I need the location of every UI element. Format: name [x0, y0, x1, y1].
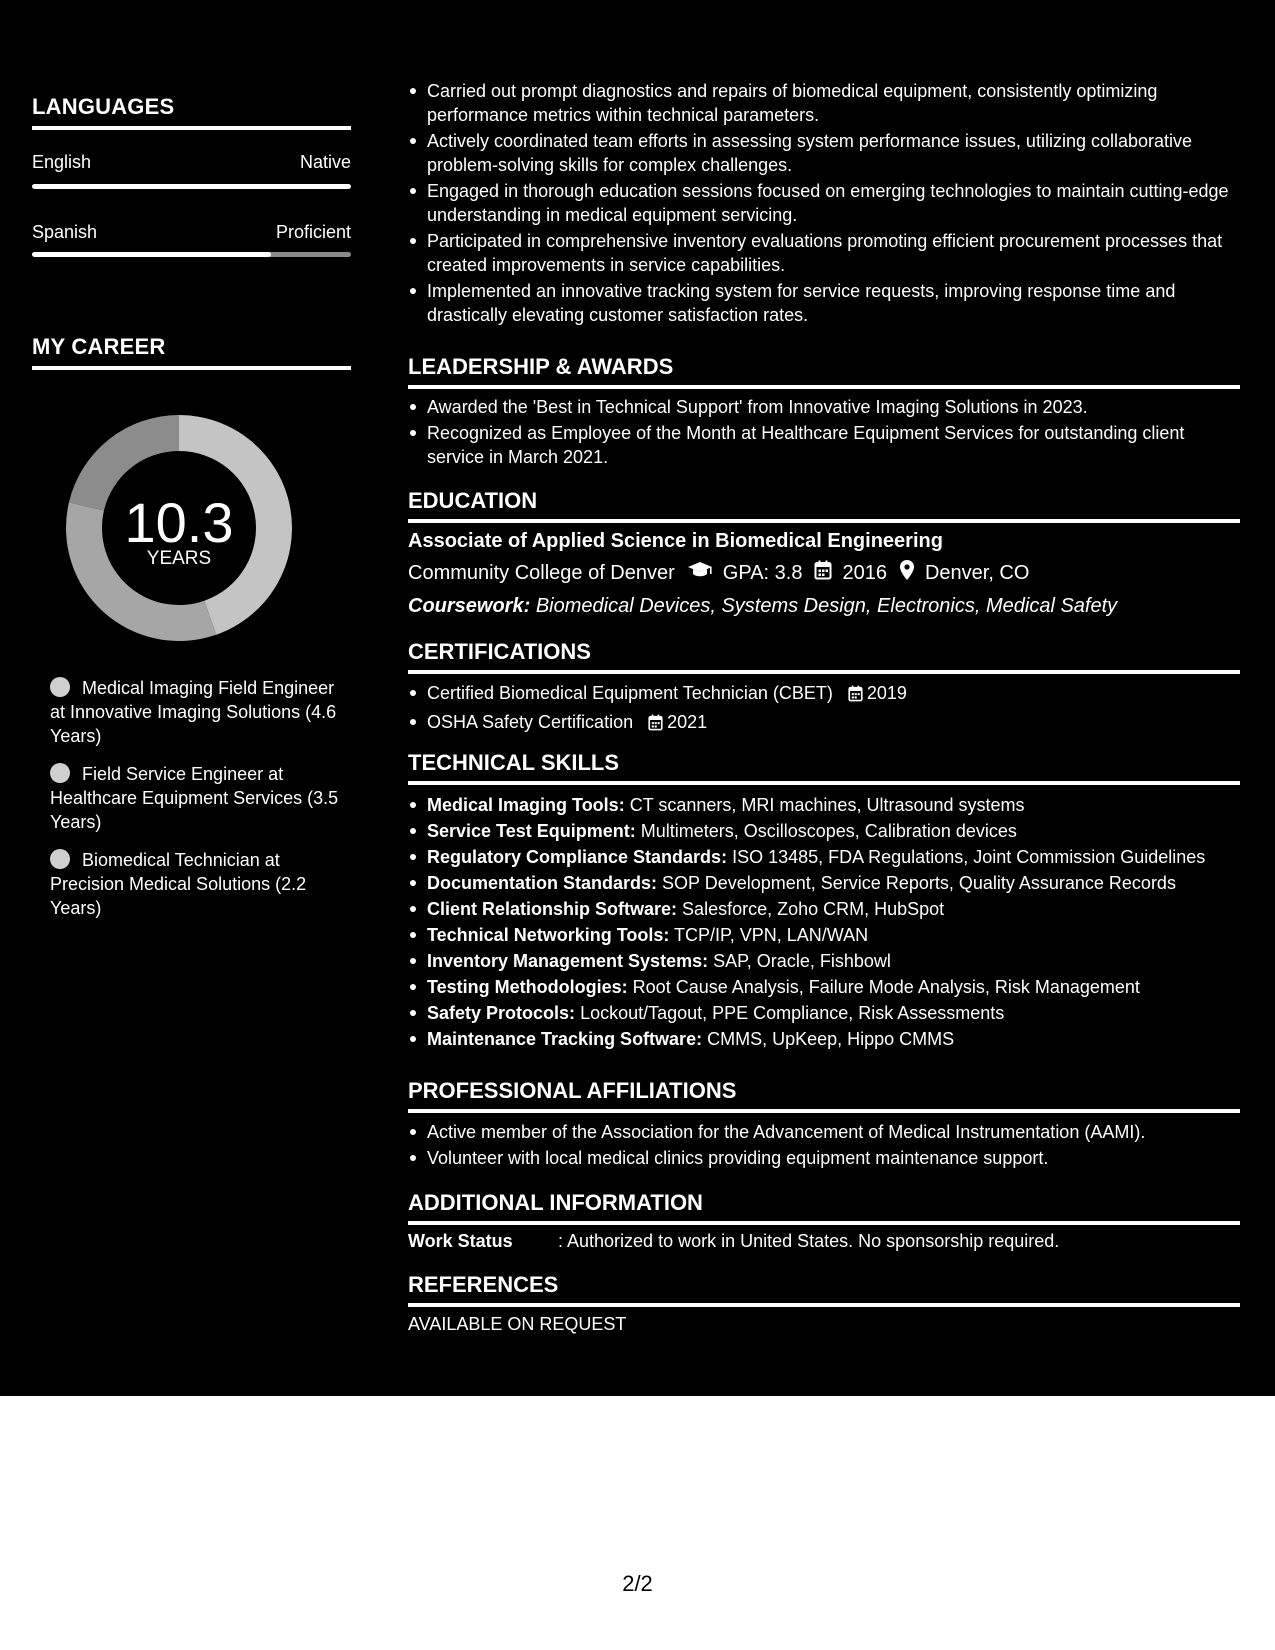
list-item	[427, 871, 1240, 895]
skill-label: Medical Imaging Tools:	[427, 795, 625, 815]
career-item	[50, 848, 340, 920]
certification-name: OSHA Safety Certification	[427, 712, 634, 732]
skill-value: TCP/IP, VPN, LAN/WAN	[674, 925, 869, 945]
skill-value: SOP Development, Service Reports, Quality Assurance Records	[662, 873, 1176, 893]
skill-value: Multimeters, Oscilloscopes, Calibration devices	[640, 821, 1017, 841]
skill-value: Root Cause Analysis, Failure Mode Analysis, Risk Management	[632, 977, 1140, 997]
skill-label: Technical Networking Tools:	[427, 925, 670, 945]
skill-label: Safety Protocols:	[427, 1003, 576, 1023]
skill-value: Salesforce, Zoho CRM, HubSpot	[682, 899, 945, 919]
certification-name: Certified Biomedical Equipment Technician (CBET)	[427, 683, 833, 703]
skill-value: ISO 13485, FDA Regulations, Joint Commission Guidelines	[732, 847, 1206, 867]
location-pin-icon	[899, 559, 915, 587]
certification-year: 2021	[667, 712, 708, 732]
skill-label: Service Test Equipment:	[427, 821, 636, 841]
coursework-label: Coursework:	[408, 595, 531, 617]
career-item-text: Biomedical Technician at Precision Medical Solutions (2.2 Years)	[50, 850, 307, 918]
language-name: Spanish	[32, 222, 98, 242]
list-item	[427, 897, 1240, 921]
education-details	[408, 559, 1240, 587]
calendar-icon	[648, 713, 663, 737]
list-item: Active member of the Association for the Advancement of Medical Instrumentation (AAMI).	[427, 1120, 1240, 1144]
career-heading: MY CAREER	[32, 334, 351, 370]
career-total-label: YEARS	[146, 548, 212, 569]
list-item	[427, 949, 1240, 973]
education-school: Community College of Denver	[408, 561, 675, 584]
language-name: English	[32, 152, 92, 172]
affiliations-list	[408, 1120, 1240, 1172]
list-item	[427, 793, 1240, 817]
skill-value: CT scanners, MRI machines, Ultrasound systems	[629, 795, 1025, 815]
list-item	[427, 1027, 1240, 1051]
affiliations-heading: PROFESSIONAL AFFILIATIONS	[408, 1078, 1240, 1113]
education-year: 2016	[842, 561, 887, 584]
language-row	[32, 152, 351, 173]
education-entry	[408, 530, 1240, 618]
education-gpa: GPA: 3.8	[722, 561, 803, 584]
list-item: Volunteer with local medical clinics providing equipment maintenance support.	[427, 1146, 1240, 1170]
sidebar	[0, 0, 382, 1396]
graduation-cap-icon	[687, 561, 713, 585]
experience-bullets	[408, 79, 1240, 329]
language-bar-fill	[32, 252, 271, 257]
skill-label: Documentation Standards:	[427, 873, 658, 893]
work-status-label: Work Status	[408, 1231, 513, 1251]
skills-heading: TECHNICAL SKILLS	[408, 750, 1240, 785]
skill-value: Lockout/Tagout, PPE Compliance, Risk Assessments	[580, 1003, 1005, 1023]
education-coursework	[408, 595, 1240, 618]
skills-list	[408, 793, 1240, 1053]
language-level: Native	[299, 152, 351, 172]
calendar-icon	[848, 684, 863, 708]
page-number: 2/2	[622, 1571, 653, 1596]
list-item: Recognized as Employee of the Month at Healthcare Equipment Services for outstanding client service in March 2021.	[427, 421, 1240, 469]
list-item	[427, 975, 1240, 999]
certifications-heading: CERTIFICATIONS	[408, 639, 1240, 674]
skill-label: Regulatory Compliance Standards:	[427, 847, 728, 867]
language-level: Proficient	[275, 222, 351, 242]
language-bar	[32, 184, 351, 189]
leadership-list	[408, 395, 1240, 471]
skill-value: CMMS, UpKeep, Hippo CMMS	[707, 1029, 955, 1049]
list-item: Participated in comprehensive inventory evaluations promoting efficient procurement processes that created improvements in service capabilities.	[427, 229, 1240, 277]
work-status-row	[408, 1231, 1240, 1252]
list-item: Engaged in thorough education sessions focused on emerging technologies to maintain cutting-edge understanding in medical equipment servicing.	[427, 179, 1240, 227]
certification-year: 2019	[866, 683, 907, 703]
calendar-icon	[814, 560, 832, 586]
list-item	[427, 819, 1240, 843]
list-item	[427, 1001, 1240, 1025]
career-dot-icon	[50, 849, 70, 869]
career-item-text: Medical Imaging Field Engineer at Innovative Imaging Solutions (4.6 Years)	[50, 678, 337, 746]
skill-label: Client Relationship Software:	[427, 899, 678, 919]
list-item	[427, 845, 1240, 869]
career-total-years: 10.3	[124, 491, 234, 554]
education-location: Denver, CO	[924, 561, 1030, 584]
career-item-text: Field Service Engineer at Healthcare Equipment Services (3.5 Years)	[50, 764, 339, 832]
references-text: AVAILABLE ON REQUEST	[408, 1314, 627, 1334]
list-item: Implemented an innovative tracking system for service requests, improving response time and drastically elevating customer satisfaction rates.	[427, 279, 1240, 327]
skill-label: Testing Methodologies:	[427, 977, 628, 997]
skill-label: Maintenance Tracking Software:	[427, 1029, 703, 1049]
list-item: Carried out prompt diagnostics and repairs of biomedical equipment, consistently optimizing performance metrics within technical parameters.	[427, 79, 1240, 127]
work-status-value: : Authorized to work in United States. No sponsorship required.	[558, 1231, 1060, 1251]
languages-heading: LANGUAGES	[32, 94, 351, 130]
language-bar-fill	[32, 184, 351, 189]
leadership-heading: LEADERSHIP & AWARDS	[408, 354, 1240, 389]
main-content	[382, 0, 1275, 1396]
list-item: Actively coordinated team efforts in assessing system performance issues, utilizing collaborative problem-solving skills for complex challenges.	[427, 129, 1240, 177]
skill-value: SAP, Oracle, Fishbowl	[713, 951, 891, 971]
list-item: Awarded the 'Best in Technical Support' from Innovative Imaging Solutions in 2023.	[427, 395, 1240, 419]
additional-info-heading: ADDITIONAL INFORMATION	[408, 1190, 1240, 1225]
skill-label: Inventory Management Systems:	[427, 951, 709, 971]
education-degree: Associate of Applied Science in Biomedical Engineering	[408, 530, 943, 552]
language-bar	[32, 252, 351, 257]
career-dot-icon	[50, 677, 70, 697]
references-heading: REFERENCES	[408, 1272, 1240, 1307]
education-heading: EDUCATION	[408, 488, 1240, 523]
list-item	[427, 710, 1240, 737]
coursework-value: Biomedical Devices, Systems Design, Electronics, Medical Safety	[535, 595, 1118, 617]
certifications-list	[408, 681, 1240, 739]
list-item	[427, 923, 1240, 947]
career-item	[50, 762, 340, 834]
language-row	[32, 222, 351, 243]
career-item	[50, 676, 340, 748]
list-item	[427, 681, 1240, 708]
career-dot-icon	[50, 763, 70, 783]
